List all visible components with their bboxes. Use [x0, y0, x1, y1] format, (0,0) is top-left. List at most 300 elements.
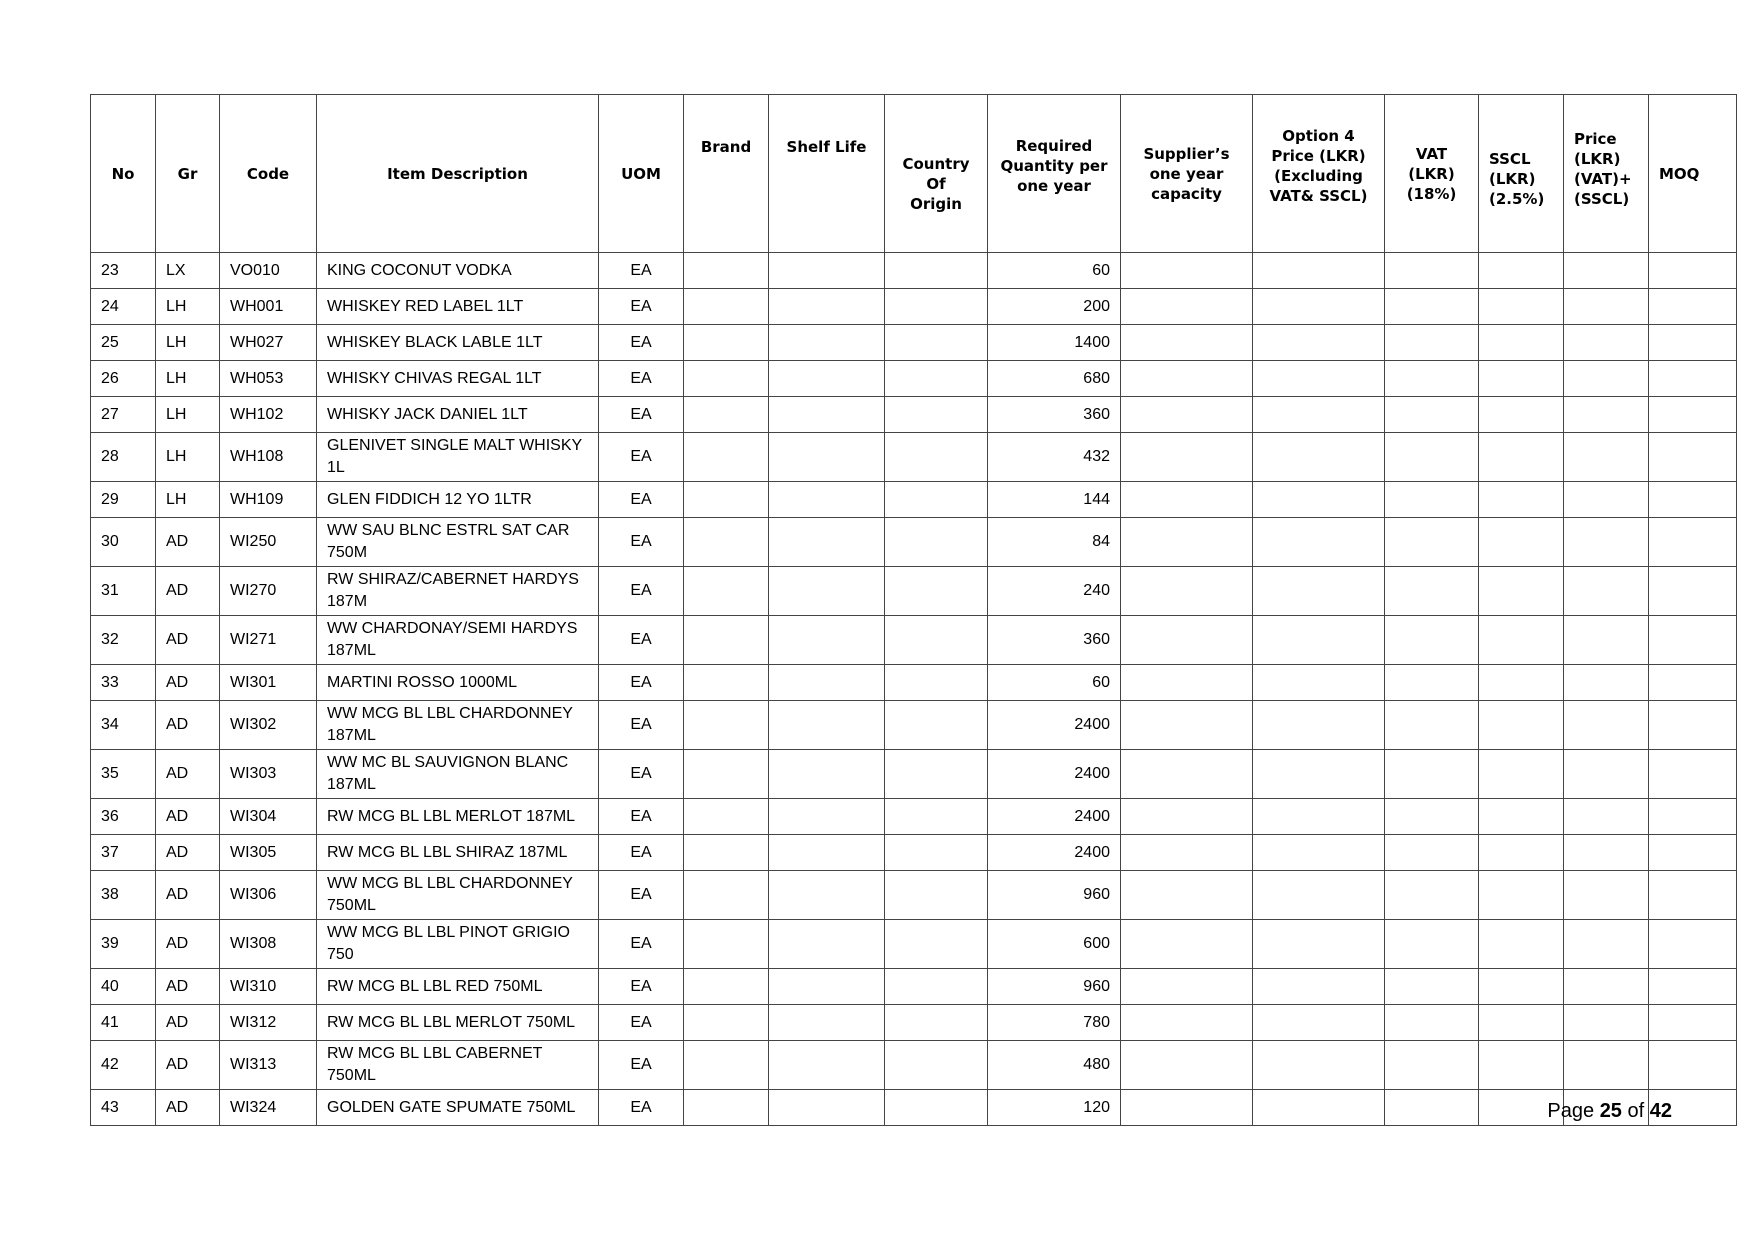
cell-moq [1649, 482, 1737, 518]
cell-gr: LH [156, 325, 220, 361]
cell-vat [1385, 518, 1479, 567]
cell-moq [1649, 1005, 1737, 1041]
cell-option-4-price [1253, 871, 1385, 920]
cell-code: WH053 [220, 361, 317, 397]
cell-price [1564, 1041, 1649, 1090]
cell-required-quantity: 240 [988, 567, 1121, 616]
cell-supplier-capacity [1121, 1090, 1253, 1126]
cell-code: WI270 [220, 567, 317, 616]
cell-price [1564, 920, 1649, 969]
cell-shelf-life [769, 518, 885, 567]
cell-moq [1649, 920, 1737, 969]
cell-code: VO010 [220, 253, 317, 289]
cell-shelf-life [769, 616, 885, 665]
cell-option-4-price [1253, 325, 1385, 361]
table-row [91, 835, 1737, 871]
cell-required-quantity: 60 [988, 253, 1121, 289]
cell-no: 43 [91, 1090, 156, 1126]
cell-option-4-price [1253, 397, 1385, 433]
cell-brand [684, 289, 769, 325]
cell-vat [1385, 701, 1479, 750]
cell-brand [684, 835, 769, 871]
cell-supplier-capacity [1121, 616, 1253, 665]
cell-sscl [1479, 482, 1564, 518]
cell-price [1564, 750, 1649, 799]
cell-price [1564, 665, 1649, 701]
table-row [91, 518, 1737, 567]
cell-option-4-price [1253, 433, 1385, 482]
cell-gr: AD [156, 750, 220, 799]
cell-shelf-life [769, 325, 885, 361]
cell-shelf-life [769, 920, 885, 969]
cell-sscl [1479, 969, 1564, 1005]
cell-item-description: WW MCG BL LBL CHARDONNEY 187ML [317, 701, 599, 750]
cell-option-4-price [1253, 920, 1385, 969]
cell-brand [684, 1090, 769, 1126]
cell-country-of-origin [885, 1005, 988, 1041]
cell-gr: AD [156, 567, 220, 616]
cell-shelf-life [769, 750, 885, 799]
cell-vat [1385, 397, 1479, 433]
cell-no: 30 [91, 518, 156, 567]
cell-price [1564, 518, 1649, 567]
cell-country-of-origin [885, 701, 988, 750]
cell-shelf-life [769, 253, 885, 289]
cell-uom: EA [599, 433, 684, 482]
cell-gr: AD [156, 616, 220, 665]
cell-country-of-origin [885, 799, 988, 835]
cell-price [1564, 969, 1649, 1005]
cell-vat [1385, 969, 1479, 1005]
cell-vat [1385, 289, 1479, 325]
header-code: Code [220, 95, 317, 253]
table-row [91, 253, 1737, 289]
cell-gr: AD [156, 665, 220, 701]
cell-uom: EA [599, 253, 684, 289]
cell-required-quantity: 60 [988, 665, 1121, 701]
cell-shelf-life [769, 665, 885, 701]
cell-item-description: GLEN FIDDICH 12 YO 1LTR [317, 482, 599, 518]
cell-sscl [1479, 920, 1564, 969]
cell-uom: EA [599, 616, 684, 665]
cell-brand [684, 665, 769, 701]
cell-uom: EA [599, 701, 684, 750]
header-brand: Brand [684, 95, 769, 253]
cell-country-of-origin [885, 289, 988, 325]
cell-price [1564, 616, 1649, 665]
cell-option-4-price [1253, 289, 1385, 325]
cell-price [1564, 701, 1649, 750]
table-row [91, 750, 1737, 799]
cell-brand [684, 325, 769, 361]
cell-sscl [1479, 665, 1564, 701]
cell-code: WI312 [220, 1005, 317, 1041]
cell-no: 33 [91, 665, 156, 701]
cell-brand [684, 1041, 769, 1090]
cell-sscl [1479, 701, 1564, 750]
cell-price [1564, 433, 1649, 482]
cell-code: WH109 [220, 482, 317, 518]
cell-moq [1649, 665, 1737, 701]
cell-option-4-price [1253, 701, 1385, 750]
cell-brand [684, 871, 769, 920]
table-body [91, 253, 1737, 1126]
cell-required-quantity: 120 [988, 1090, 1121, 1126]
cell-uom: EA [599, 482, 684, 518]
cell-uom: EA [599, 518, 684, 567]
cell-required-quantity: 1400 [988, 325, 1121, 361]
cell-price [1564, 325, 1649, 361]
cell-vat [1385, 325, 1479, 361]
cell-code: WI310 [220, 969, 317, 1005]
cell-uom: EA [599, 1041, 684, 1090]
cell-shelf-life [769, 361, 885, 397]
cell-vat [1385, 253, 1479, 289]
cell-country-of-origin [885, 325, 988, 361]
cell-supplier-capacity [1121, 433, 1253, 482]
table-row [91, 433, 1737, 482]
cell-brand [684, 750, 769, 799]
cell-item-description: WW SAU BLNC ESTRL SAT CAR 750M [317, 518, 599, 567]
cell-brand [684, 920, 769, 969]
cell-supplier-capacity [1121, 397, 1253, 433]
cell-no: 34 [91, 701, 156, 750]
cell-brand [684, 397, 769, 433]
cell-required-quantity: 360 [988, 616, 1121, 665]
cell-gr: AD [156, 701, 220, 750]
cell-no: 26 [91, 361, 156, 397]
cell-uom: EA [599, 361, 684, 397]
cell-shelf-life [769, 1005, 885, 1041]
cell-option-4-price [1253, 665, 1385, 701]
cell-vat [1385, 920, 1479, 969]
cell-required-quantity: 600 [988, 920, 1121, 969]
cell-required-quantity: 2400 [988, 701, 1121, 750]
cell-item-description: WW MC BL SAUVIGNON BLANC 187ML [317, 750, 599, 799]
cell-uom: EA [599, 665, 684, 701]
header-item-description: Item Description [317, 95, 599, 253]
table-row [91, 1005, 1737, 1041]
cell-sscl [1479, 616, 1564, 665]
cell-country-of-origin [885, 1090, 988, 1126]
cell-item-description: RW MCG BL LBL MERLOT 187ML [317, 799, 599, 835]
cell-uom: EA [599, 920, 684, 969]
cell-moq [1649, 433, 1737, 482]
cell-brand [684, 616, 769, 665]
item-table [90, 94, 1737, 1126]
cell-gr: AD [156, 1090, 220, 1126]
cell-moq [1649, 1041, 1737, 1090]
header-required-quantity: Required Quantity per one year [988, 95, 1121, 253]
cell-country-of-origin [885, 482, 988, 518]
cell-supplier-capacity [1121, 799, 1253, 835]
cell-no: 37 [91, 835, 156, 871]
cell-required-quantity: 2400 [988, 835, 1121, 871]
table-row [91, 665, 1737, 701]
cell-item-description: WW MCG BL LBL PINOT GRIGIO 750 [317, 920, 599, 969]
header-supplier-capacity: Supplier’s one year capacity [1121, 95, 1253, 253]
current-page: 25 [1599, 1100, 1622, 1122]
cell-gr: AD [156, 969, 220, 1005]
table-row [91, 969, 1737, 1005]
cell-gr: LH [156, 397, 220, 433]
cell-shelf-life [769, 567, 885, 616]
cell-supplier-capacity [1121, 665, 1253, 701]
cell-brand [684, 518, 769, 567]
cell-code: WH001 [220, 289, 317, 325]
cell-item-description: RW MCG BL LBL MERLOT 750ML [317, 1005, 599, 1041]
cell-moq [1649, 325, 1737, 361]
cell-option-4-price [1253, 1041, 1385, 1090]
cell-moq [1649, 253, 1737, 289]
cell-country-of-origin [885, 1041, 988, 1090]
table-row [91, 701, 1737, 750]
cell-option-4-price [1253, 799, 1385, 835]
cell-vat [1385, 567, 1479, 616]
cell-supplier-capacity [1121, 871, 1253, 920]
header-uom: UOM [599, 95, 684, 253]
cell-no: 23 [91, 253, 156, 289]
cell-country-of-origin [885, 871, 988, 920]
cell-shelf-life [769, 835, 885, 871]
header-row [91, 95, 1737, 253]
cell-option-4-price [1253, 1005, 1385, 1041]
cell-country-of-origin [885, 750, 988, 799]
of-label: of [1627, 1100, 1645, 1122]
cell-gr: LH [156, 482, 220, 518]
cell-moq [1649, 750, 1737, 799]
cell-vat [1385, 482, 1479, 518]
cell-sscl [1479, 253, 1564, 289]
cell-supplier-capacity [1121, 920, 1253, 969]
cell-uom: EA [599, 567, 684, 616]
cell-country-of-origin [885, 361, 988, 397]
cell-moq [1649, 871, 1737, 920]
cell-price [1564, 1005, 1649, 1041]
cell-no: 24 [91, 289, 156, 325]
cell-code: WI301 [220, 665, 317, 701]
cell-supplier-capacity [1121, 1041, 1253, 1090]
cell-uom: EA [599, 397, 684, 433]
cell-moq [1649, 969, 1737, 1005]
table-row [91, 567, 1737, 616]
cell-no: 27 [91, 397, 156, 433]
cell-supplier-capacity [1121, 253, 1253, 289]
cell-uom: EA [599, 799, 684, 835]
cell-gr: LH [156, 433, 220, 482]
cell-uom: EA [599, 969, 684, 1005]
cell-code: WI302 [220, 701, 317, 750]
cell-required-quantity: 2400 [988, 750, 1121, 799]
cell-sscl [1479, 567, 1564, 616]
cell-item-description: GOLDEN GATE SPUMATE 750ML [317, 1090, 599, 1126]
table-row [91, 397, 1737, 433]
cell-code: WI303 [220, 750, 317, 799]
cell-item-description: GLENIVET SINGLE MALT WHISKY 1L [317, 433, 599, 482]
cell-uom: EA [599, 289, 684, 325]
cell-price [1564, 361, 1649, 397]
table-row [91, 799, 1737, 835]
cell-code: WI324 [220, 1090, 317, 1126]
cell-brand [684, 433, 769, 482]
cell-option-4-price [1253, 567, 1385, 616]
cell-option-4-price [1253, 835, 1385, 871]
cell-shelf-life [769, 799, 885, 835]
cell-uom: EA [599, 750, 684, 799]
cell-gr: LH [156, 289, 220, 325]
cell-vat [1385, 750, 1479, 799]
cell-uom: EA [599, 1005, 684, 1041]
cell-shelf-life [769, 397, 885, 433]
cell-vat [1385, 361, 1479, 397]
cell-brand [684, 969, 769, 1005]
cell-item-description: WHISKEY BLACK LABLE 1LT [317, 325, 599, 361]
cell-sscl [1479, 433, 1564, 482]
table-row [91, 920, 1737, 969]
cell-sscl [1479, 871, 1564, 920]
cell-item-description: WW CHARDONAY/SEMI HARDYS 187ML [317, 616, 599, 665]
header-shelf-life: Shelf Life [769, 95, 885, 253]
cell-country-of-origin [885, 616, 988, 665]
cell-brand [684, 361, 769, 397]
cell-vat [1385, 433, 1479, 482]
cell-brand [684, 701, 769, 750]
cell-price [1564, 799, 1649, 835]
cell-shelf-life [769, 969, 885, 1005]
cell-sscl [1479, 325, 1564, 361]
cell-country-of-origin [885, 665, 988, 701]
cell-item-description: MARTINI ROSSO 1000ML [317, 665, 599, 701]
cell-vat [1385, 1005, 1479, 1041]
cell-sscl [1479, 361, 1564, 397]
cell-supplier-capacity [1121, 325, 1253, 361]
cell-option-4-price [1253, 361, 1385, 397]
cell-country-of-origin [885, 253, 988, 289]
header-option-4-price: Option 4 Price (LKR) (Excluding VAT& SSCL) [1253, 95, 1385, 253]
cell-moq [1649, 799, 1737, 835]
cell-moq [1649, 835, 1737, 871]
cell-gr: AD [156, 518, 220, 567]
header-price: Price (LKR) (VAT)+ (SSCL) [1564, 95, 1649, 253]
cell-no: 36 [91, 799, 156, 835]
cell-gr: AD [156, 799, 220, 835]
page-number [1547, 1100, 1672, 1123]
header-vat: VAT (LKR) (18%) [1385, 95, 1479, 253]
cell-country-of-origin [885, 969, 988, 1005]
table-row [91, 871, 1737, 920]
cell-code: WH027 [220, 325, 317, 361]
cell-country-of-origin [885, 567, 988, 616]
cell-uom: EA [599, 835, 684, 871]
cell-required-quantity: 84 [988, 518, 1121, 567]
cell-price [1564, 835, 1649, 871]
cell-required-quantity: 960 [988, 969, 1121, 1005]
cell-shelf-life [769, 701, 885, 750]
cell-supplier-capacity [1121, 567, 1253, 616]
cell-supplier-capacity [1121, 969, 1253, 1005]
cell-required-quantity: 144 [988, 482, 1121, 518]
table-row [91, 289, 1737, 325]
cell-gr: AD [156, 1041, 220, 1090]
cell-vat [1385, 799, 1479, 835]
cell-required-quantity: 2400 [988, 799, 1121, 835]
cell-code: WI313 [220, 1041, 317, 1090]
cell-price [1564, 871, 1649, 920]
cell-country-of-origin [885, 920, 988, 969]
cell-gr: AD [156, 1005, 220, 1041]
table-row [91, 325, 1737, 361]
cell-option-4-price [1253, 750, 1385, 799]
cell-moq [1649, 397, 1737, 433]
header-moq: MOQ [1649, 95, 1737, 253]
cell-price [1564, 567, 1649, 616]
cell-code: WI306 [220, 871, 317, 920]
cell-no: 42 [91, 1041, 156, 1090]
cell-gr: AD [156, 835, 220, 871]
cell-item-description: RW MCG BL LBL CABERNET 750ML [317, 1041, 599, 1090]
cell-supplier-capacity [1121, 289, 1253, 325]
cell-required-quantity: 680 [988, 361, 1121, 397]
cell-required-quantity: 780 [988, 1005, 1121, 1041]
cell-code: WI308 [220, 920, 317, 969]
cell-vat [1385, 1041, 1479, 1090]
cell-code: WH108 [220, 433, 317, 482]
cell-uom: EA [599, 871, 684, 920]
cell-code: WI305 [220, 835, 317, 871]
cell-shelf-life [769, 871, 885, 920]
cell-vat [1385, 835, 1479, 871]
cell-supplier-capacity [1121, 835, 1253, 871]
cell-item-description: RW MCG BL LBL RED 750ML [317, 969, 599, 1005]
cell-brand [684, 567, 769, 616]
cell-country-of-origin [885, 518, 988, 567]
cell-sscl [1479, 289, 1564, 325]
cell-supplier-capacity [1121, 701, 1253, 750]
cell-code: WI250 [220, 518, 317, 567]
cell-sscl [1479, 518, 1564, 567]
table-row [91, 1090, 1737, 1126]
header-no: No [91, 95, 156, 253]
cell-brand [684, 253, 769, 289]
header-sscl: SSCL (LKR) (2.5%) [1479, 95, 1564, 253]
page-label: Page [1547, 1100, 1595, 1122]
cell-vat [1385, 871, 1479, 920]
cell-option-4-price [1253, 1090, 1385, 1126]
cell-no: 41 [91, 1005, 156, 1041]
cell-country-of-origin [885, 397, 988, 433]
cell-sscl [1479, 397, 1564, 433]
total-pages: 42 [1649, 1100, 1672, 1122]
cell-no: 25 [91, 325, 156, 361]
cell-no: 29 [91, 482, 156, 518]
table-row [91, 482, 1737, 518]
cell-code: WI304 [220, 799, 317, 835]
cell-required-quantity: 200 [988, 289, 1121, 325]
cell-code: WI271 [220, 616, 317, 665]
cell-country-of-origin [885, 835, 988, 871]
cell-item-description: WHISKEY RED LABEL 1LT [317, 289, 599, 325]
cell-uom: EA [599, 1090, 684, 1126]
cell-shelf-life [769, 1041, 885, 1090]
cell-item-description: RW MCG BL LBL SHIRAZ 187ML [317, 835, 599, 871]
cell-price [1564, 397, 1649, 433]
cell-item-description: RW SHIRAZ/CABERNET HARDYS 187M [317, 567, 599, 616]
cell-price [1564, 289, 1649, 325]
header-country-of-origin: Country Of Origin [885, 95, 988, 253]
header-gr: Gr [156, 95, 220, 253]
cell-shelf-life [769, 482, 885, 518]
cell-country-of-origin [885, 433, 988, 482]
